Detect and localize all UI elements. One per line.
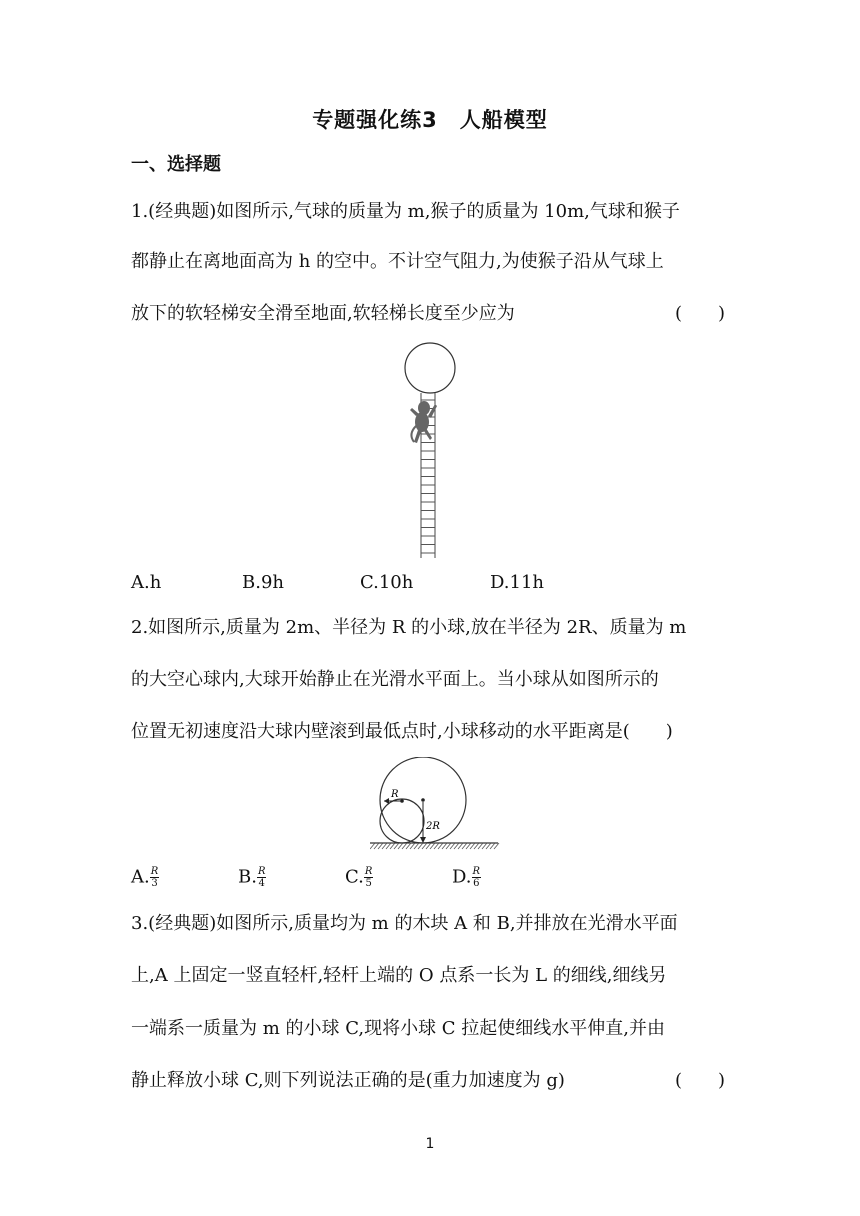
q1-text-line-2: 都静止在离地面高为 h 的空中。不计空气阻力,为使猴子沿从气球上 bbox=[131, 251, 664, 272]
page-number: 1 bbox=[425, 1136, 435, 1152]
label-2r: 2R bbox=[426, 821, 440, 832]
ground-hatching bbox=[370, 843, 499, 849]
q3-text-line-2: 上,A 上固定一竖直轻杆,轻杆上端的 O 点系一长为 L 的细线,细线另 bbox=[131, 965, 667, 986]
q3-text-line-1: 3.(经典题)如图所示,质量均为 m 的木块 A 和 B,并排放在光滑水平面 bbox=[131, 913, 678, 934]
small-ball bbox=[380, 799, 424, 843]
q2-text-line-3: 位置无初速度沿大球内壁滚到最低点时,小球移动的水平距离是( ) bbox=[131, 721, 673, 742]
monkey-figure bbox=[410, 401, 437, 443]
q3-text-line-3: 一端系一质量为 m 的小球 C,现将小球 C 拉起使细线水平伸直,并由 bbox=[131, 1018, 666, 1039]
q1-option-d: D.11h bbox=[490, 572, 545, 593]
q1-figure-balloon-monkey-ladder bbox=[390, 338, 470, 560]
q3-text-line-4: 静止释放小球 C,则下列说法正确的是(重力加速度为 g) bbox=[131, 1070, 565, 1091]
page-title: 专题强化练3 人船模型 bbox=[312, 108, 548, 132]
q2-option-d: D. $\frac{R}{6}$ bbox=[452, 866, 481, 889]
q3-answer-blank: ( ) bbox=[675, 1070, 726, 1091]
balloon bbox=[405, 343, 455, 393]
label-r: R bbox=[391, 789, 399, 800]
q2-option-c: C. $\frac{R}{5}$ bbox=[345, 866, 373, 889]
section-heading: 一、选择题 bbox=[131, 154, 221, 175]
q1-option-a: A.h bbox=[131, 572, 162, 593]
q2-option-a: A. $\frac{R}{3}$ bbox=[131, 866, 159, 889]
q2-figure-ball-in-sphere bbox=[370, 757, 500, 857]
q1-option-b: B.9h bbox=[242, 572, 284, 593]
q2-option-b: B. $\frac{R}{4}$ bbox=[238, 866, 266, 889]
q2-text-line-1: 2.如图所示,质量为 2m、半径为 R 的小球,放在半径为 2R、质量为 m bbox=[131, 617, 687, 638]
q1-text-line-1: 1.(经典题)如图所示,气球的质量为 m,猴子的质量为 10m,气球和猴子 bbox=[131, 201, 680, 222]
q1-text-line-3: 放下的软轻梯安全滑至地面,软轻梯长度至少应为 bbox=[131, 303, 515, 324]
q1-answer-blank: ( ) bbox=[675, 303, 726, 324]
q1-option-c: C.10h bbox=[360, 572, 414, 593]
q2-text-line-2: 的大空心球内,大球开始静止在光滑水平面上。当小球从如图所示的 bbox=[131, 669, 659, 690]
